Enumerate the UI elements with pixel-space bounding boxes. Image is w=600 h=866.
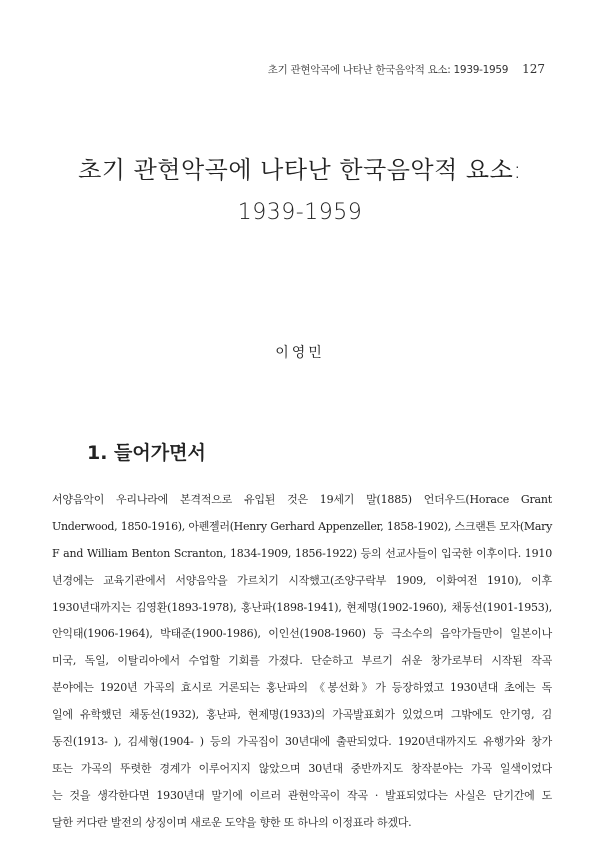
text-line: 분야에는 1920년 가곡의 효시로 거론되는 홍난파의 《봉선화》가 등장하였고 1930년대 초에는 독 (52, 681, 552, 695)
text-line: 달한 커다란 발전의 상징이며 새로운 도약을 향한 또 하나의 이정표라 하겠다. (52, 815, 412, 829)
section-heading: 1. 들어가면서 (87, 442, 206, 464)
text-line: 일에 유학했던 채동선(1932), 홍난파, 현제명(1933)의 가곡발표회가 있었으며 그밖에도 안기영, 김 (52, 708, 552, 722)
body-paragraph (52, 487, 552, 837)
text-line: 는 것을 생각한다면 1930년대 말기에 이르러 관현악곡이 작곡 · 발표되었다는 사실은 단기간에 도 (52, 788, 552, 802)
text-line: 안익태(1906-1964), 박태준(1900-1986), 이인선(1908-1960) 등 극소수의 음악가들만이 일본이나 (52, 627, 552, 641)
running-title: 초기 관현악곡에 나타난 한국음악적 요소: 1939-1959 (267, 64, 509, 76)
text-line: 미국, 독일, 이탈리아에서 수업할 기회를 가졌다. 단순하고 부르기 쉬운 창가로부터 시작된 작곡 (52, 654, 552, 668)
text-line: Underwood, 1850-1916), 아펜젤러(Henry Gerhard Appenzeller, 1858-1902), 스크랜튼 모자(Mary (52, 519, 552, 533)
text-line: 년경에는 교육기관에서 서양음악을 가르치기 시작했고(조양구락부 1909, 이화여전 1910), 이후 (52, 573, 552, 587)
article-title (30, 153, 570, 230)
text-line: F and William Benton Scranton, 1834-1909, 1856-1922) 등의 선교사들이 입국한 이후이다. 1910 (52, 546, 552, 560)
article-title-line-2: 1939-1959 (237, 200, 363, 225)
article-title-line-1: 초기 관현악곡에 나타난 한국음악적 요소: (78, 156, 522, 184)
running-header (200, 62, 545, 77)
text-line: 동진(1913- ), 김세형(1904- ) 등의 가곡집이 30년대에 출판되었다. 1920년대까지도 유행가와 창가 (52, 735, 552, 749)
page-number: 127 (522, 62, 545, 76)
text-line: 서양음악이 우리나라에 본격적으로 유입된 것은 19세기 말(1885) 언더우드(Horace Grant (52, 493, 552, 506)
text-line: 또는 가곡의 뚜렷한 경계가 이루어지지 않았으며 30년대 중반까지도 창작분야는 가곡 일색이었다 (52, 761, 552, 775)
text-line: 1930년대까지는 김영환(1893-1978), 홍난파(1898-1941), 현제명(1902-1960), 채동선(1901-1953), (52, 600, 552, 614)
author-name: 이영민 (275, 345, 325, 361)
